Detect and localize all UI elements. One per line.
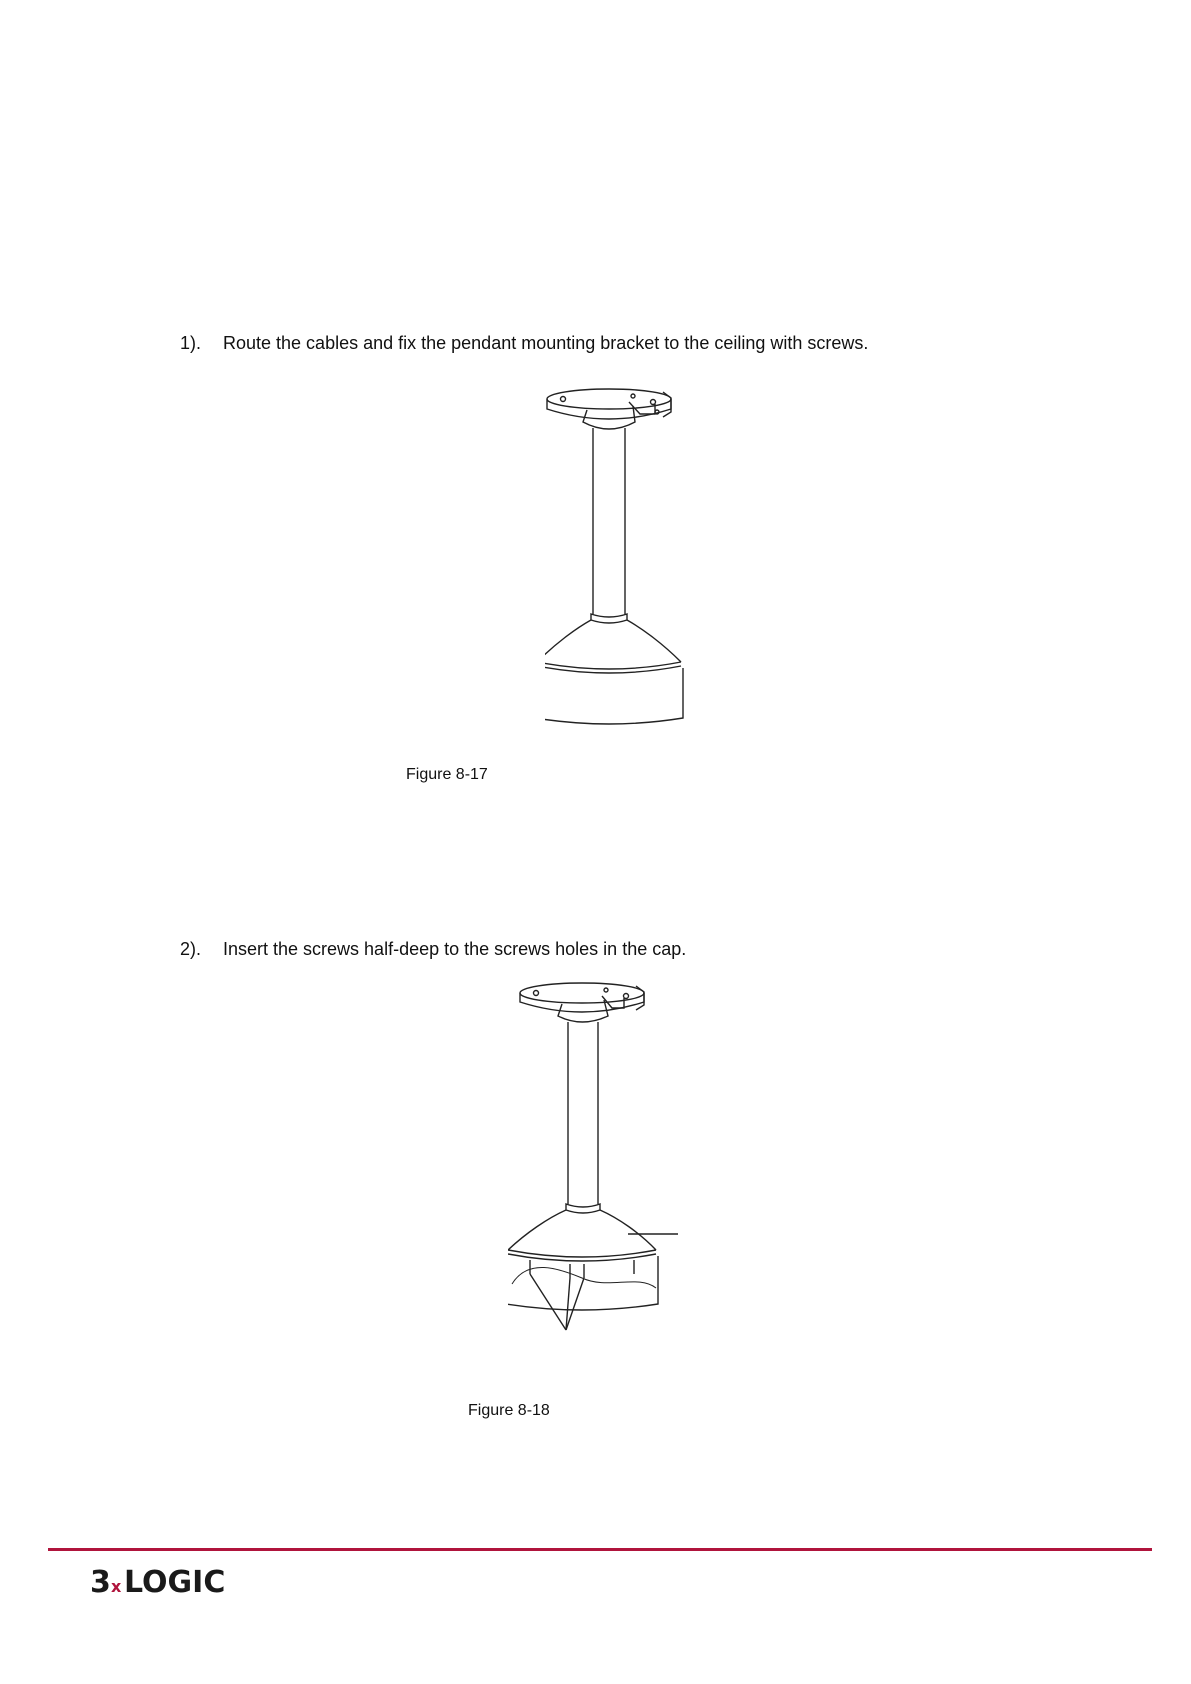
figure-8-18-caption: Figure 8-18 (468, 1402, 550, 1419)
pendant-mount-bracket-icon (545, 384, 730, 730)
svg-text:x: x (111, 1577, 122, 1596)
company-logo (90, 1565, 265, 1597)
svg-text:LOGIC: LOGIC (124, 1565, 226, 1597)
step-1 (180, 332, 940, 356)
figure-8-17-caption: Figure 8-17 (406, 766, 488, 783)
step-1-text: Route the cables and fix the pendant mounting bracket to the ceiling with screws. (223, 333, 869, 353)
pendant-mount-screws-icon (508, 978, 704, 1336)
svg-text:3: 3 (90, 1565, 111, 1597)
step-2-text: Insert the screws half-deep to the screws holes in the cap. (223, 939, 687, 959)
step-2 (180, 938, 940, 962)
footer-rule (48, 1538, 1152, 1541)
step-2-number: 2). (180, 939, 202, 959)
step-1-number: 1). (180, 333, 202, 353)
